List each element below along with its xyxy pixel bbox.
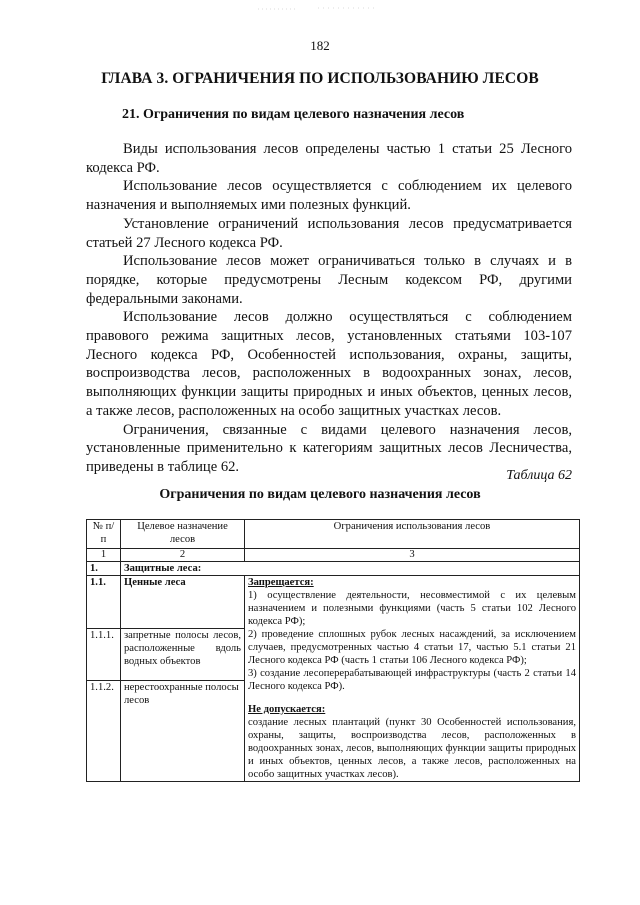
header-purpose: Целевое назначение лесов — [121, 520, 245, 549]
table-caption: Таблица 62 — [506, 468, 572, 483]
section-title: 21. Ограничения по видам целевого назначения лесов — [122, 107, 465, 122]
not-allowed-heading: Не допускается: — [248, 704, 326, 715]
column-number-row — [87, 549, 580, 562]
header-restrictions: Ограничения использования лесов — [245, 520, 580, 549]
paragraph-6: Ограничения, связанные с видами целевого назначения лесов, установленные применительно к категориям защитных лесов Лесничества, приведены в таблице 62. — [86, 421, 572, 475]
prohibited-item-1: 1) осуществление деятельности, несовместимой с их целевым назначением и полезными функциями (часть 5 статьи 102 Лесного кодекса РФ); — [248, 590, 576, 627]
item-label-1: запретные полосы лесов, расположенные вдоль водных объектов — [121, 628, 245, 680]
paragraph-5: Использование лесов должно осуществляться с соблюдением правового режима защитных лесов, установленных статьями 103-107 Лесного кодекса РФ, Особенностей использования, охраны, защиты, воспроизводства лесов, расположенных в водоохранных зонах, лесов, выполняющих функции защиты природных и иных объектов, ценных лесов, а также лесов, расположенных на особо защитных участках лесов. — [86, 309, 572, 419]
paragraph-4: Использование лесов может ограничиваться только в случаях и в порядке, которые предусмотрены Лесным кодексом РФ, другими федеральными законами. — [86, 253, 572, 307]
column-number-3: 3 — [245, 549, 580, 562]
prohibited-item-2: 2) проведение сплошных рубок лесных насаждений, за исключением случаев, предусмотренных частью 4 статьи 17, частью 5.1 статьи 21 Лесного кодекса РФ (часть 1 статьи 106 Лесного кодекса РФ); — [248, 629, 576, 666]
prohibited-heading: Запрещается: — [248, 577, 314, 588]
prohibited-item-3: 3) создание лесоперерабатывающей инфраструктуры (часть 2 статьи 14 Лесного кодекса РФ). — [248, 668, 576, 692]
not-allowed-text: создание лесных плантаций (пункт 30 Особенностей использования, охраны, защиты, воспроизводства лесов, расположенных в водоохранных зонах, лесов, выполняющих функции защиты природных и иных объектов, ценных лесов, а также лесов, расположенных на особо защитных участках лесов). — [248, 717, 576, 780]
section-row — [87, 562, 580, 576]
section-num: 1. — [87, 562, 121, 576]
paragraph-2: Использование лесов осуществляется с соблюдением их целевого назначения и выполняемых ими полезных функций. — [86, 178, 572, 214]
section-label: Защитные леса: — [121, 562, 580, 576]
subsection-label: Ценные леса — [121, 576, 245, 629]
column-number-2: 2 — [121, 549, 245, 562]
body-text — [86, 140, 572, 477]
item-num-2: 1.1.2. — [87, 680, 121, 781]
table-header-row — [87, 520, 580, 549]
page-number: 182 — [310, 38, 330, 53]
paragraph-3: Установление ограничений использования лесов предусматривается статьей 27 Лесного кодекса РФ. — [86, 215, 572, 251]
header-num: № п/п — [87, 520, 121, 549]
restrictions-cell — [245, 576, 580, 782]
item-label-2: нерестоохранные полосы лесов — [121, 680, 245, 781]
subsection-num: 1.1. — [87, 576, 121, 629]
table-title: Ограничения по видам целевого назначения лесов — [159, 487, 481, 502]
item-num-1: 1.1.1. — [87, 628, 121, 680]
column-number-1: 1 — [87, 549, 121, 562]
chapter-title: ГЛАВА 3. ОГРАНИЧЕНИЯ ПО ИСПОЛЬЗОВАНИЮ ЛЕСОВ — [101, 70, 539, 87]
paragraph-1: Виды использования лесов определены частью 1 статьи 25 Лесного кодекса РФ. — [86, 141, 572, 176]
restrictions-table — [86, 519, 580, 782]
subsection-row — [87, 576, 580, 629]
scan-noise-mark — [258, 6, 378, 12]
